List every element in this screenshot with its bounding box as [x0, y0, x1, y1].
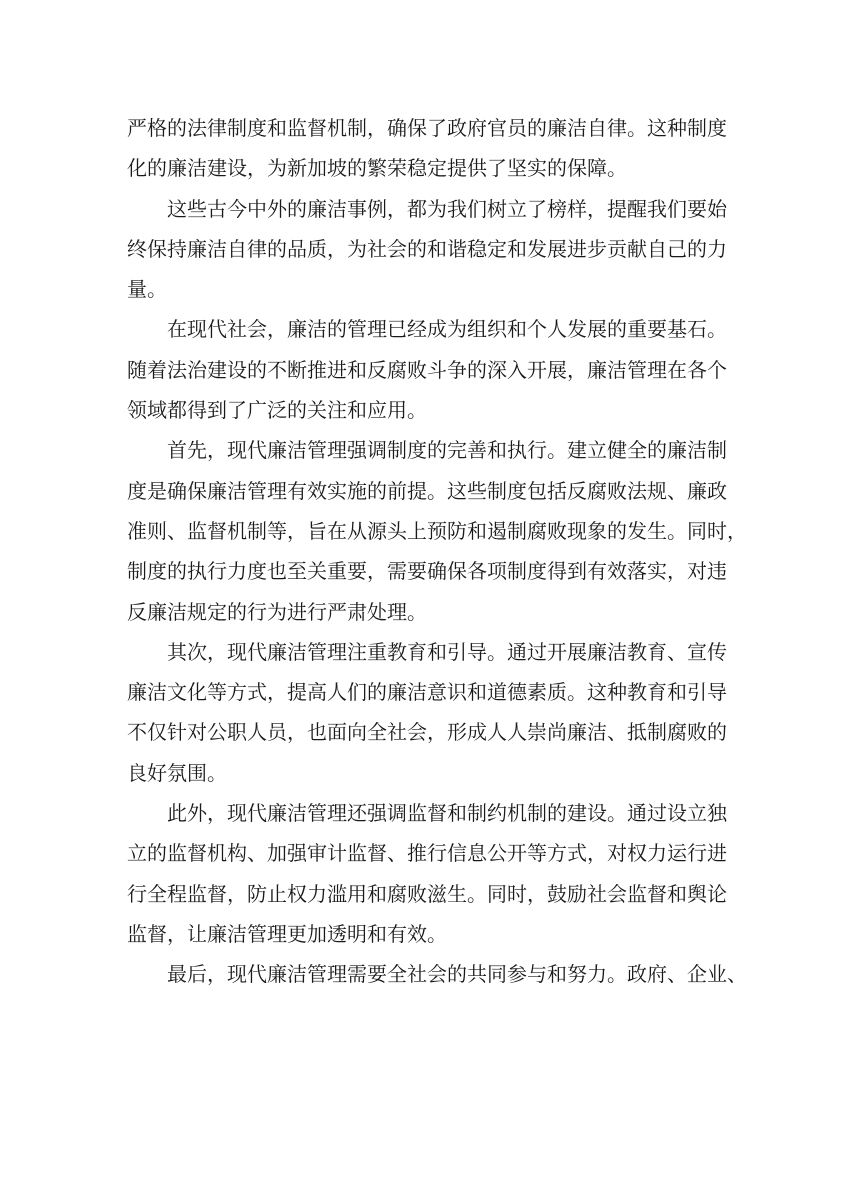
- text-line: 随着法治建设的不断推进和反腐败斗争的深入开展，廉洁管理在各个: [127, 357, 727, 382]
- paragraph-7: [127, 954, 747, 994]
- text-line: 量。: [127, 277, 167, 302]
- text-line: 良好氛围。: [127, 760, 227, 785]
- text-line: 严格的法律制度和监督机制，确保了政府官员的廉洁自律。这种制度: [127, 116, 727, 140]
- text-line: 这些古今中外的廉洁事例，都为我们树立了榜样，提醒我们要始: [167, 196, 727, 221]
- text-line: 最后，现代廉洁管理需要全社会的共同参与和努力。政府、企业、: [167, 962, 747, 987]
- text-line: 首先，现代廉洁管理强调制度的完善和执行。建立健全的廉洁制: [167, 438, 727, 463]
- paragraph-5: [127, 632, 727, 793]
- text-line: 立的监督机构、加强审计监督、推行信息公开等方式，对权力运行进: [127, 841, 727, 866]
- text-line: 其次，现代廉洁管理注重教育和引导。通过开展廉洁教育、宣传: [167, 639, 727, 664]
- paragraph-1: [127, 108, 727, 189]
- paragraph-6: [127, 793, 727, 954]
- text-line: 廉洁文化等方式，提高人们的廉洁意识和道德素质。这种教育和引导: [127, 680, 727, 705]
- paragraph-3: [127, 309, 727, 430]
- text-line: 此外，现代廉洁管理还强调监督和制约机制的建设。通过设立独: [167, 801, 727, 826]
- document-body: [127, 108, 747, 995]
- text-line: 领域都得到了广泛的关注和应用。: [127, 398, 427, 423]
- text-line: 制度的执行力度也至关重要，需要确保各项制度得到有效落实，对违: [127, 559, 727, 584]
- text-line: 监督，让廉洁管理更加透明和有效。: [127, 921, 447, 946]
- text-line: 化的廉洁建设，为新加坡的繁荣稳定提供了坚实的保障。: [127, 156, 627, 181]
- text-line: 准则、监督机制等，旨在从源头上预防和遏制腐败现象的发生。同时，: [127, 518, 747, 543]
- text-line: 终保持廉洁自律的品质，为社会的和谐稳定和发展进步贡献自己的力: [127, 236, 727, 261]
- text-line: 不仅针对公职人员，也面向全社会，形成人人崇尚廉洁、抵制腐败的: [127, 720, 727, 745]
- text-line: 在现代社会，廉洁的管理已经成为组织和个人发展的重要基石。: [167, 317, 727, 342]
- text-line: 度是确保廉洁管理有效实施的前提。这些制度包括反腐败法规、廉政: [127, 478, 727, 503]
- paragraph-2: [127, 189, 727, 310]
- text-line: 行全程监督，防止权力滥用和腐败滋生。同时，鼓励社会监督和舆论: [127, 881, 727, 906]
- paragraph-4: [127, 430, 747, 631]
- text-line: 反廉洁规定的行为进行严肃处理。: [127, 599, 427, 624]
